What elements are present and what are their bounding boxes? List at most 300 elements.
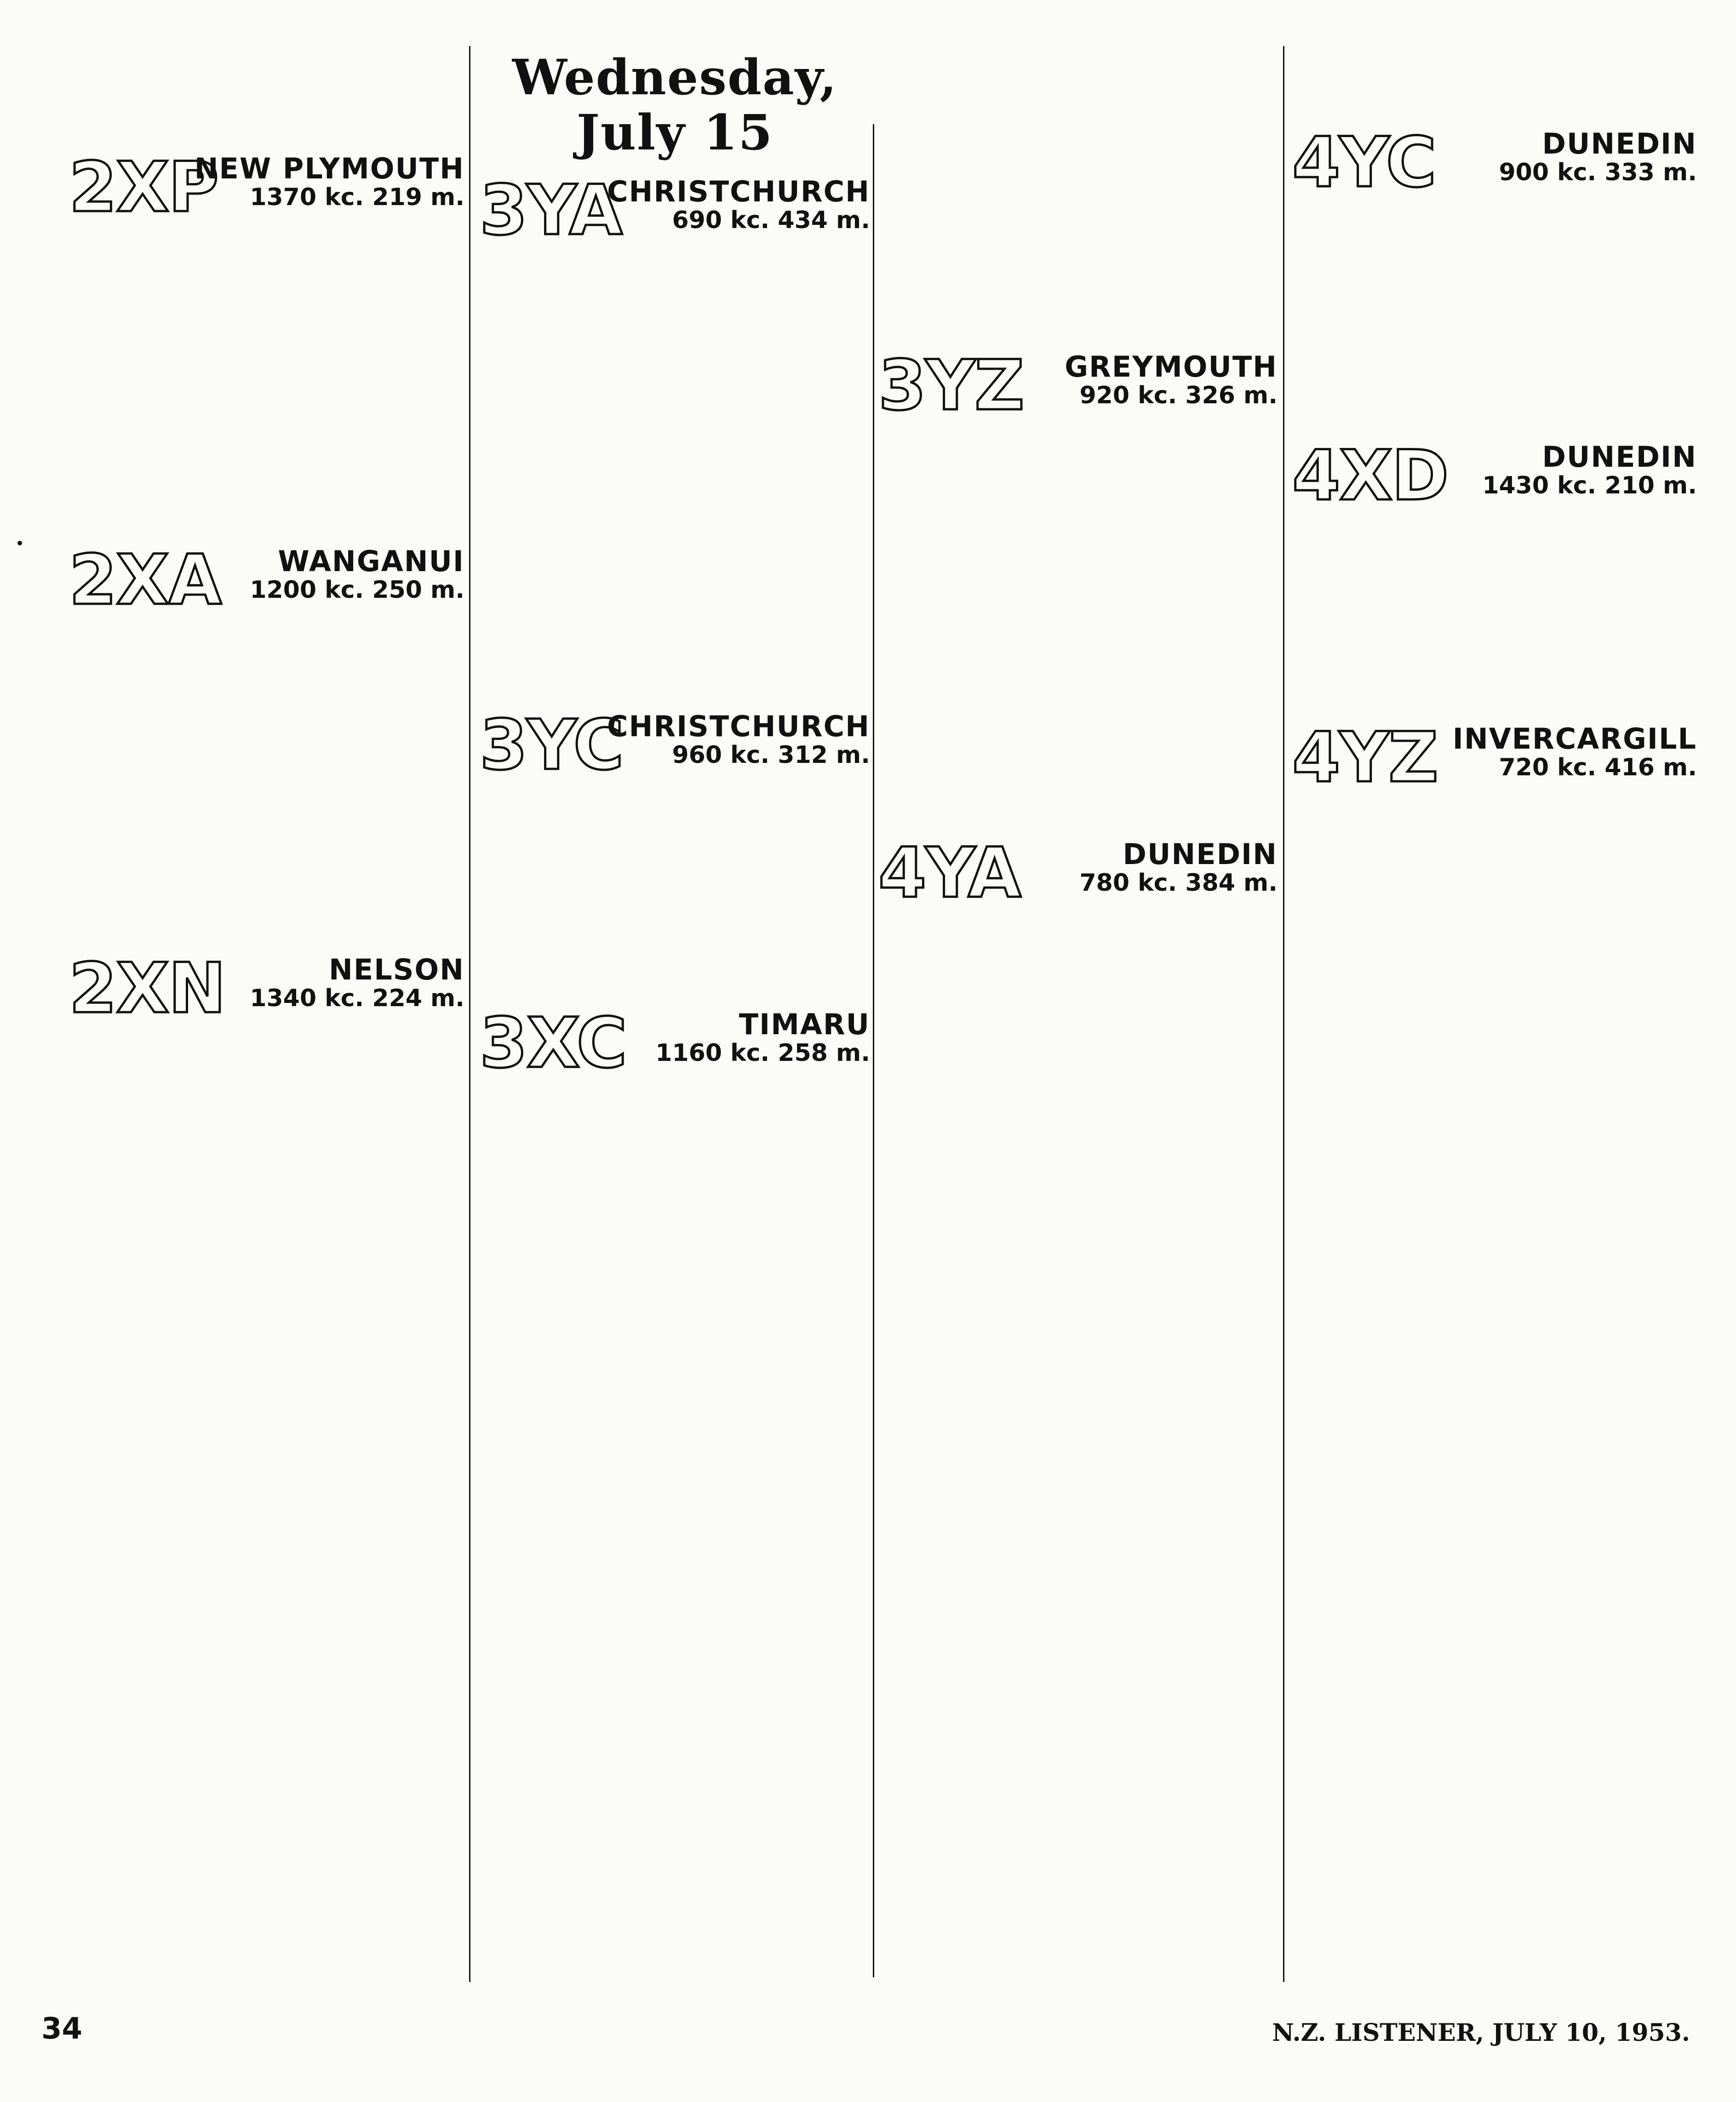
listing-row bbox=[1292, 599, 1697, 615]
station-city: TIMARU bbox=[739, 1007, 870, 1041]
listing-row bbox=[1292, 349, 1697, 365]
listing-row bbox=[878, 636, 1278, 652]
listing-row bbox=[1292, 1134, 1697, 1150]
listing-row bbox=[878, 164, 1278, 180]
listing-row bbox=[480, 932, 870, 948]
listing-row bbox=[878, 1171, 1278, 1186]
listing-text bbox=[69, 624, 74, 640]
listing-row bbox=[878, 227, 1278, 243]
listing-text bbox=[878, 588, 884, 604]
listing-text bbox=[878, 243, 889, 259]
listing-text bbox=[1292, 1166, 1298, 1182]
station-city: DUNEDIN bbox=[1542, 126, 1697, 160]
listing-text bbox=[878, 699, 884, 715]
listing-text bbox=[878, 275, 884, 291]
listing-text bbox=[69, 406, 74, 422]
listing-text bbox=[69, 92, 80, 109]
listing-text bbox=[878, 949, 884, 965]
listing-text bbox=[69, 720, 74, 735]
listing-text bbox=[878, 164, 889, 180]
listing-row bbox=[480, 445, 870, 460]
listing-row bbox=[69, 1128, 464, 1144]
listing-row bbox=[1292, 397, 1697, 412]
listing-row bbox=[69, 438, 464, 453]
station-info bbox=[1065, 352, 1278, 409]
listing-text bbox=[69, 783, 74, 798]
listing-row bbox=[69, 1160, 464, 1175]
listing-text bbox=[69, 814, 74, 830]
listing-text bbox=[69, 656, 74, 672]
listing-text bbox=[69, 925, 74, 941]
listing-text bbox=[1292, 1024, 1298, 1039]
listing-text bbox=[878, 227, 884, 243]
column-2 bbox=[480, 45, 870, 1198]
listing-row bbox=[878, 196, 1278, 212]
listing-row bbox=[878, 997, 1278, 1012]
listing-row bbox=[878, 541, 1278, 556]
listing-text bbox=[1292, 67, 1298, 83]
station-heading bbox=[480, 1003, 870, 1083]
station-frequency: 1340 kc. 224 m. bbox=[250, 985, 464, 1013]
listing-row bbox=[69, 453, 464, 469]
listing-text bbox=[480, 634, 485, 651]
listing-text bbox=[69, 501, 74, 516]
listing-text bbox=[1292, 1118, 1303, 1134]
listing-row bbox=[878, 259, 1278, 275]
listing-row bbox=[878, 588, 1278, 604]
listing-row bbox=[878, 573, 1278, 588]
listing-row bbox=[878, 746, 1278, 762]
column-1 bbox=[69, 45, 464, 1334]
listing-text bbox=[1292, 834, 1298, 849]
listing-row bbox=[480, 524, 870, 539]
listing-row bbox=[480, 1103, 870, 1119]
listing-text bbox=[480, 979, 485, 995]
listing-row bbox=[1292, 381, 1697, 396]
listing-text bbox=[878, 636, 884, 652]
station-logo: 2XN bbox=[69, 949, 225, 1029]
listing-row bbox=[878, 291, 1278, 306]
listing-text bbox=[878, 652, 884, 667]
listing-text bbox=[69, 1302, 74, 1317]
listing-text bbox=[480, 947, 491, 964]
listing-text bbox=[480, 1119, 485, 1134]
listing-text bbox=[69, 799, 74, 814]
listing-row bbox=[878, 810, 1278, 825]
listing-text bbox=[1292, 849, 1298, 865]
listing-row bbox=[480, 790, 870, 805]
listing-text bbox=[69, 485, 80, 501]
listing-text bbox=[69, 735, 74, 751]
listing-row bbox=[69, 641, 464, 656]
listing-text bbox=[878, 132, 884, 148]
listing-text bbox=[878, 1139, 884, 1155]
column-rule-2 bbox=[873, 124, 874, 1977]
listing-row bbox=[878, 462, 1278, 477]
station-frequency: 1370 kc. 219 m. bbox=[250, 183, 464, 212]
station-logo: 4YZ bbox=[1292, 718, 1438, 798]
listing-row bbox=[878, 731, 1278, 746]
listing-text bbox=[1292, 1150, 1303, 1166]
listing-text bbox=[1292, 397, 1303, 412]
listing-row bbox=[878, 493, 1278, 509]
listing-row bbox=[480, 349, 870, 365]
page-title: Wednesday, July 15 bbox=[512, 48, 838, 161]
listing-text bbox=[69, 1191, 74, 1207]
listing-row bbox=[878, 652, 1278, 667]
listing-text bbox=[1292, 301, 1303, 318]
listing-text bbox=[1292, 1055, 1298, 1071]
listing-text bbox=[1292, 663, 1298, 678]
listing-text bbox=[69, 672, 74, 687]
listing-row bbox=[878, 1076, 1278, 1092]
listing-row bbox=[878, 148, 1278, 164]
listing-row bbox=[69, 124, 464, 140]
listing-row bbox=[480, 492, 870, 508]
column-2-body bbox=[480, 171, 870, 1198]
listing-row bbox=[878, 934, 1278, 949]
listing-row bbox=[1292, 1103, 1697, 1118]
column-rule-1 bbox=[469, 46, 470, 1982]
listing-text bbox=[878, 148, 884, 164]
listing-text bbox=[480, 1182, 485, 1198]
listing-text bbox=[69, 893, 74, 909]
listing-row bbox=[1292, 802, 1697, 818]
listing-text bbox=[1292, 992, 1298, 1008]
listing-row bbox=[1292, 1071, 1697, 1087]
listing-row bbox=[1292, 678, 1697, 694]
listing-text bbox=[1292, 286, 1298, 302]
listing-row bbox=[1292, 207, 1697, 223]
listing-row bbox=[1292, 647, 1697, 663]
listing-row bbox=[69, 1033, 464, 1048]
listing-row bbox=[480, 821, 870, 837]
listing-text bbox=[878, 430, 889, 446]
listing-row bbox=[69, 248, 464, 263]
station-city: DUNEDIN bbox=[1123, 837, 1278, 871]
station-city: INVERCARGILL bbox=[1452, 722, 1697, 756]
listing-text bbox=[1292, 568, 1298, 584]
listing-text bbox=[878, 810, 884, 825]
listing-text bbox=[69, 1223, 74, 1238]
listing-row bbox=[69, 1096, 464, 1112]
listing-text bbox=[1292, 897, 1298, 913]
listing-text bbox=[1292, 238, 1303, 254]
listing-row bbox=[878, 212, 1278, 227]
listing-text bbox=[69, 1160, 74, 1175]
station-frequency: 900 kc. 333 m. bbox=[1499, 158, 1697, 186]
listing-row bbox=[1292, 913, 1697, 928]
listing-row bbox=[1292, 286, 1697, 302]
listing-row bbox=[878, 446, 1278, 462]
listing-text bbox=[878, 306, 884, 322]
listing-text bbox=[69, 469, 74, 486]
listing-row bbox=[69, 846, 464, 862]
station-frequency: 780 kc. 384 m. bbox=[1079, 869, 1278, 897]
listing-text bbox=[878, 667, 889, 683]
listing-text bbox=[480, 445, 485, 460]
listing-row bbox=[69, 909, 464, 925]
station-heading bbox=[1292, 436, 1697, 516]
listing-text bbox=[878, 525, 884, 541]
listing-text bbox=[69, 438, 74, 453]
listing-row bbox=[69, 783, 464, 798]
station-city: NELSON bbox=[329, 953, 464, 987]
listing-text bbox=[480, 508, 485, 524]
listing-row bbox=[1292, 536, 1697, 552]
listing-text bbox=[480, 286, 491, 303]
listing-text bbox=[878, 1123, 889, 1140]
listing-text bbox=[878, 259, 884, 275]
listing-text bbox=[69, 1254, 74, 1271]
listing-row bbox=[69, 1270, 464, 1286]
listing-text bbox=[69, 1270, 80, 1286]
listing-row bbox=[69, 501, 464, 516]
listing-text bbox=[878, 778, 884, 794]
listing-text bbox=[1292, 223, 1298, 238]
station-logo: 4XD bbox=[1292, 436, 1448, 516]
listing-text bbox=[1292, 99, 1298, 115]
listing-row bbox=[1292, 1118, 1697, 1134]
listing-text bbox=[878, 620, 884, 636]
listing-row bbox=[69, 359, 464, 374]
listing-row bbox=[1292, 1039, 1697, 1055]
listing-row bbox=[69, 1239, 464, 1254]
listing-row bbox=[878, 981, 1278, 997]
listing-text bbox=[69, 60, 74, 77]
listing-text bbox=[1292, 694, 1298, 710]
issue-line: N.Z. LISTENER, JULY 10, 1953. bbox=[1272, 2019, 1690, 2047]
listing-text bbox=[1292, 1087, 1298, 1103]
listing-row bbox=[878, 1123, 1278, 1139]
listing-text bbox=[1292, 960, 1298, 976]
listing-text bbox=[480, 900, 485, 916]
listing-text bbox=[69, 751, 74, 767]
listing-row bbox=[69, 624, 464, 640]
listing-text bbox=[480, 476, 485, 492]
listing-text bbox=[878, 965, 884, 981]
station-info bbox=[1080, 839, 1278, 896]
listing-text bbox=[69, 877, 74, 894]
listing-text bbox=[69, 1096, 74, 1112]
listing-text bbox=[480, 302, 485, 318]
station-heading bbox=[69, 148, 464, 228]
listing-row bbox=[69, 343, 464, 358]
listing-row bbox=[878, 509, 1278, 525]
listing-row bbox=[69, 1065, 464, 1080]
listing-row bbox=[69, 232, 464, 247]
listing-text bbox=[69, 45, 80, 61]
listing-text bbox=[480, 318, 485, 334]
listing-text bbox=[1292, 1134, 1298, 1150]
listing-text bbox=[878, 180, 884, 195]
listing-row bbox=[69, 109, 464, 124]
listing-row bbox=[878, 917, 1278, 933]
listing-text bbox=[878, 557, 889, 573]
listing-row bbox=[69, 61, 464, 76]
listing-text bbox=[480, 429, 491, 444]
listing-row bbox=[878, 762, 1278, 778]
station-logo: 3YC bbox=[480, 705, 623, 786]
station-city: NEW PLYMOUTH bbox=[194, 152, 464, 186]
listing-text bbox=[878, 446, 884, 462]
listing-text bbox=[69, 1065, 74, 1080]
listing-row bbox=[480, 397, 870, 413]
listing-row bbox=[1292, 897, 1697, 913]
listing-text bbox=[69, 688, 74, 704]
listing-row bbox=[1292, 834, 1697, 849]
listing-text bbox=[480, 255, 485, 270]
listing-row bbox=[480, 979, 870, 995]
page-number: 34 bbox=[41, 2012, 83, 2046]
listing-text bbox=[878, 1186, 889, 1203]
listing-text bbox=[69, 263, 74, 280]
listing-text bbox=[480, 821, 491, 837]
listing-text bbox=[480, 1167, 485, 1182]
listing-text bbox=[69, 422, 74, 437]
column-rule-3 bbox=[1283, 46, 1284, 1982]
listing-row bbox=[1292, 412, 1697, 428]
station-city: CHRISTCHURCH bbox=[607, 710, 870, 744]
listing-text bbox=[878, 1044, 884, 1060]
listing-text bbox=[480, 270, 485, 286]
listing-row bbox=[69, 799, 464, 814]
listing-text bbox=[878, 683, 884, 699]
listing-row bbox=[1292, 928, 1697, 944]
station-info bbox=[607, 711, 870, 768]
listing-row bbox=[480, 964, 870, 979]
listing-text bbox=[69, 390, 74, 406]
listing-text bbox=[878, 746, 889, 762]
station-heading bbox=[878, 346, 1278, 426]
listing-row bbox=[480, 1182, 870, 1198]
listing-text bbox=[69, 704, 74, 719]
column-3 bbox=[878, 132, 1278, 1218]
listing-row bbox=[878, 715, 1278, 731]
listing-text bbox=[1292, 631, 1298, 647]
listing-row bbox=[69, 878, 464, 893]
listing-row bbox=[69, 830, 464, 846]
listing-text bbox=[1292, 270, 1298, 286]
listing-text bbox=[480, 492, 491, 508]
listing-row bbox=[1292, 223, 1697, 238]
station-frequency: 960 kc. 312 m. bbox=[672, 741, 870, 769]
listing-text bbox=[480, 853, 485, 869]
station-info bbox=[250, 546, 464, 603]
listing-text bbox=[69, 830, 74, 846]
listing-text bbox=[69, 1081, 74, 1096]
listing-row bbox=[1292, 818, 1697, 834]
station-heading bbox=[69, 540, 464, 621]
station-logo: 3XC bbox=[480, 1003, 626, 1083]
listing-row bbox=[69, 1318, 464, 1334]
listing-row bbox=[69, 1081, 464, 1096]
listing-text bbox=[878, 1155, 889, 1171]
listing-row bbox=[480, 1167, 870, 1182]
listing-text bbox=[878, 196, 884, 212]
listing-text bbox=[1292, 1102, 1303, 1119]
listing-text bbox=[878, 290, 889, 307]
listing-row bbox=[1292, 849, 1697, 865]
listing-text bbox=[480, 963, 485, 980]
listing-row bbox=[480, 286, 870, 302]
listing-text bbox=[69, 453, 74, 469]
listing-row bbox=[69, 1254, 464, 1270]
listing-row bbox=[480, 366, 870, 381]
listing-text bbox=[480, 571, 491, 587]
listing-text bbox=[878, 934, 884, 949]
listing-text bbox=[480, 666, 485, 682]
listing-row bbox=[480, 806, 870, 821]
listing-row bbox=[878, 1092, 1278, 1107]
listing-row bbox=[69, 925, 464, 941]
listing-row bbox=[878, 604, 1278, 620]
listing-row bbox=[1292, 631, 1697, 647]
listing-row bbox=[69, 1286, 464, 1302]
listing-row bbox=[480, 853, 870, 869]
listing-row bbox=[69, 735, 464, 751]
listing-row bbox=[1292, 663, 1697, 678]
listing-text bbox=[878, 573, 884, 588]
listing-text bbox=[878, 604, 884, 620]
listing-row bbox=[480, 413, 870, 429]
listing-row bbox=[1292, 992, 1697, 1008]
listing-row bbox=[69, 1144, 464, 1159]
listing-row bbox=[1292, 552, 1697, 567]
listing-row bbox=[878, 965, 1278, 981]
listing-text bbox=[878, 980, 889, 997]
listing-row bbox=[878, 1028, 1278, 1044]
listing-text bbox=[1292, 365, 1303, 381]
listing-row bbox=[480, 318, 870, 334]
listing-row bbox=[878, 683, 1278, 699]
listing-row bbox=[69, 862, 464, 877]
listing-text bbox=[69, 909, 74, 925]
listing-row bbox=[1292, 67, 1697, 83]
listing-row bbox=[878, 620, 1278, 636]
listing-text bbox=[1292, 802, 1298, 818]
listing-text bbox=[878, 1060, 889, 1076]
listing-text bbox=[69, 1318, 74, 1334]
listing-row bbox=[480, 916, 870, 932]
listing-text bbox=[878, 917, 884, 933]
listing-row bbox=[1292, 99, 1697, 115]
listing-text bbox=[878, 1013, 884, 1028]
listing-text bbox=[480, 1088, 485, 1103]
listing-row bbox=[1292, 1166, 1697, 1182]
listing-text bbox=[69, 862, 80, 877]
listing-text bbox=[878, 1092, 884, 1107]
station-city: GREYMOUTH bbox=[1065, 350, 1278, 384]
listing-row bbox=[1292, 881, 1697, 897]
listing-text bbox=[69, 1112, 74, 1128]
listing-row bbox=[878, 275, 1278, 291]
station-heading bbox=[480, 705, 870, 786]
listing-text bbox=[1292, 349, 1298, 365]
station-info bbox=[655, 1009, 870, 1066]
listing-row bbox=[480, 837, 870, 853]
listing-row bbox=[480, 948, 870, 963]
listing-text bbox=[878, 715, 884, 731]
listing-row bbox=[480, 556, 870, 571]
listing-row bbox=[878, 1186, 1278, 1202]
listing-text bbox=[1292, 913, 1298, 928]
listing-text bbox=[1292, 1182, 1298, 1197]
listing-row bbox=[69, 263, 464, 279]
listing-row bbox=[480, 571, 870, 587]
listing-row bbox=[69, 1175, 464, 1191]
listing-text bbox=[69, 1144, 74, 1159]
